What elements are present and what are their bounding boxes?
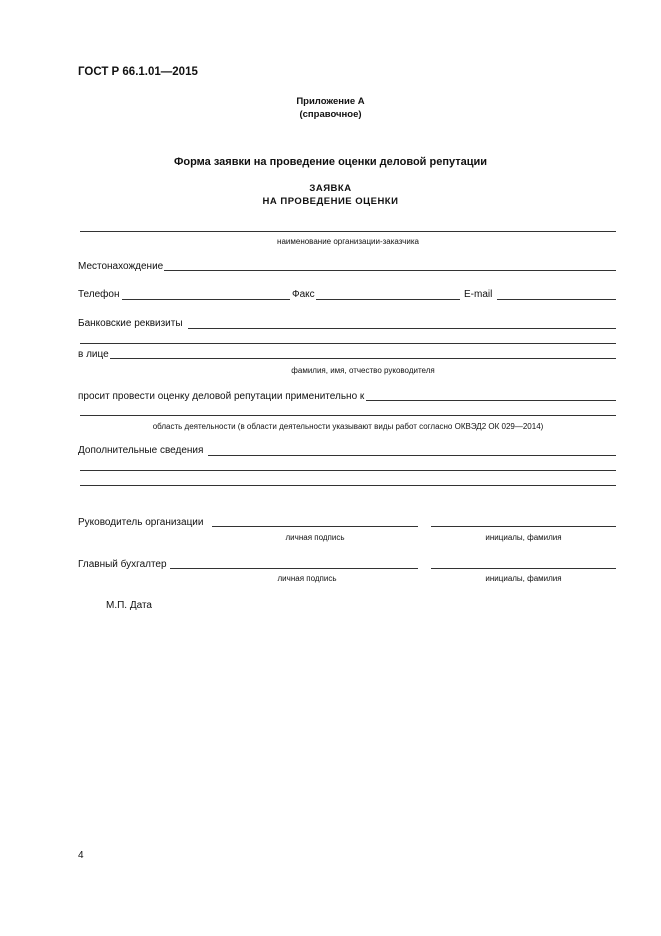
head-initials-caption: инициалы, фамилия: [485, 533, 562, 542]
extra-field-line-3[interactable]: [80, 485, 616, 486]
person-caption: фамилия, имя, отчество руководителя: [291, 366, 435, 375]
phone-label: Телефон: [78, 289, 120, 300]
form-title: Форма заявки на проведение оценки деловой репутации: [173, 156, 488, 168]
accountant-initials-caption: инициалы, фамилия: [485, 574, 562, 583]
email-field[interactable]: [497, 299, 616, 300]
location-field[interactable]: [164, 270, 616, 271]
bank-field-line-2[interactable]: [80, 343, 616, 344]
appendix-title: Приложение А: [296, 96, 365, 107]
head-signature-field[interactable]: [212, 526, 418, 527]
head-label: Руководитель организации: [78, 517, 204, 528]
extra-label: Дополнительные сведения: [78, 445, 204, 456]
fax-field[interactable]: [316, 299, 460, 300]
org-name-caption: наименование организации-заказчика: [277, 237, 419, 246]
activity-caption: область деятельности (в области деятельности указывают виды работ согласно ОКВЭД2 ОК 029—2014): [152, 422, 544, 431]
head-initials-field[interactable]: [431, 526, 616, 527]
person-label: в лице: [78, 349, 109, 360]
form-heading-1: ЗАЯВКА: [309, 183, 352, 194]
email-label: E-mail: [464, 289, 493, 300]
org-name-field[interactable]: [80, 231, 616, 232]
phone-field[interactable]: [122, 299, 290, 300]
location-label: Местонахождение: [78, 261, 164, 272]
accountant-signature-field[interactable]: [170, 568, 418, 569]
extra-field[interactable]: [208, 455, 616, 456]
bank-label: Банковские реквизиты: [78, 318, 183, 329]
page-number: 4: [78, 850, 84, 861]
request-field[interactable]: [366, 400, 616, 401]
bank-field[interactable]: [188, 328, 616, 329]
standard-header: ГОСТ Р 66.1.01—2015: [78, 66, 198, 78]
activity-field[interactable]: [80, 415, 616, 416]
fax-label: Факс: [292, 289, 315, 300]
accountant-signature-caption: личная подпись: [277, 574, 337, 583]
accountant-label: Главный бухгалтер: [78, 559, 167, 570]
accountant-initials-field[interactable]: [431, 568, 616, 569]
appendix-subtitle: (справочное): [299, 109, 362, 120]
extra-field-line-2[interactable]: [80, 470, 616, 471]
stamp-date-label: М.П. Дата: [106, 600, 152, 611]
request-text: просит провести оценку деловой репутации применительно к: [78, 391, 365, 402]
form-heading-2: НА ПРОВЕДЕНИЕ ОЦЕНКИ: [262, 196, 399, 207]
head-signature-caption: личная подпись: [285, 533, 345, 542]
person-field[interactable]: [110, 358, 616, 359]
